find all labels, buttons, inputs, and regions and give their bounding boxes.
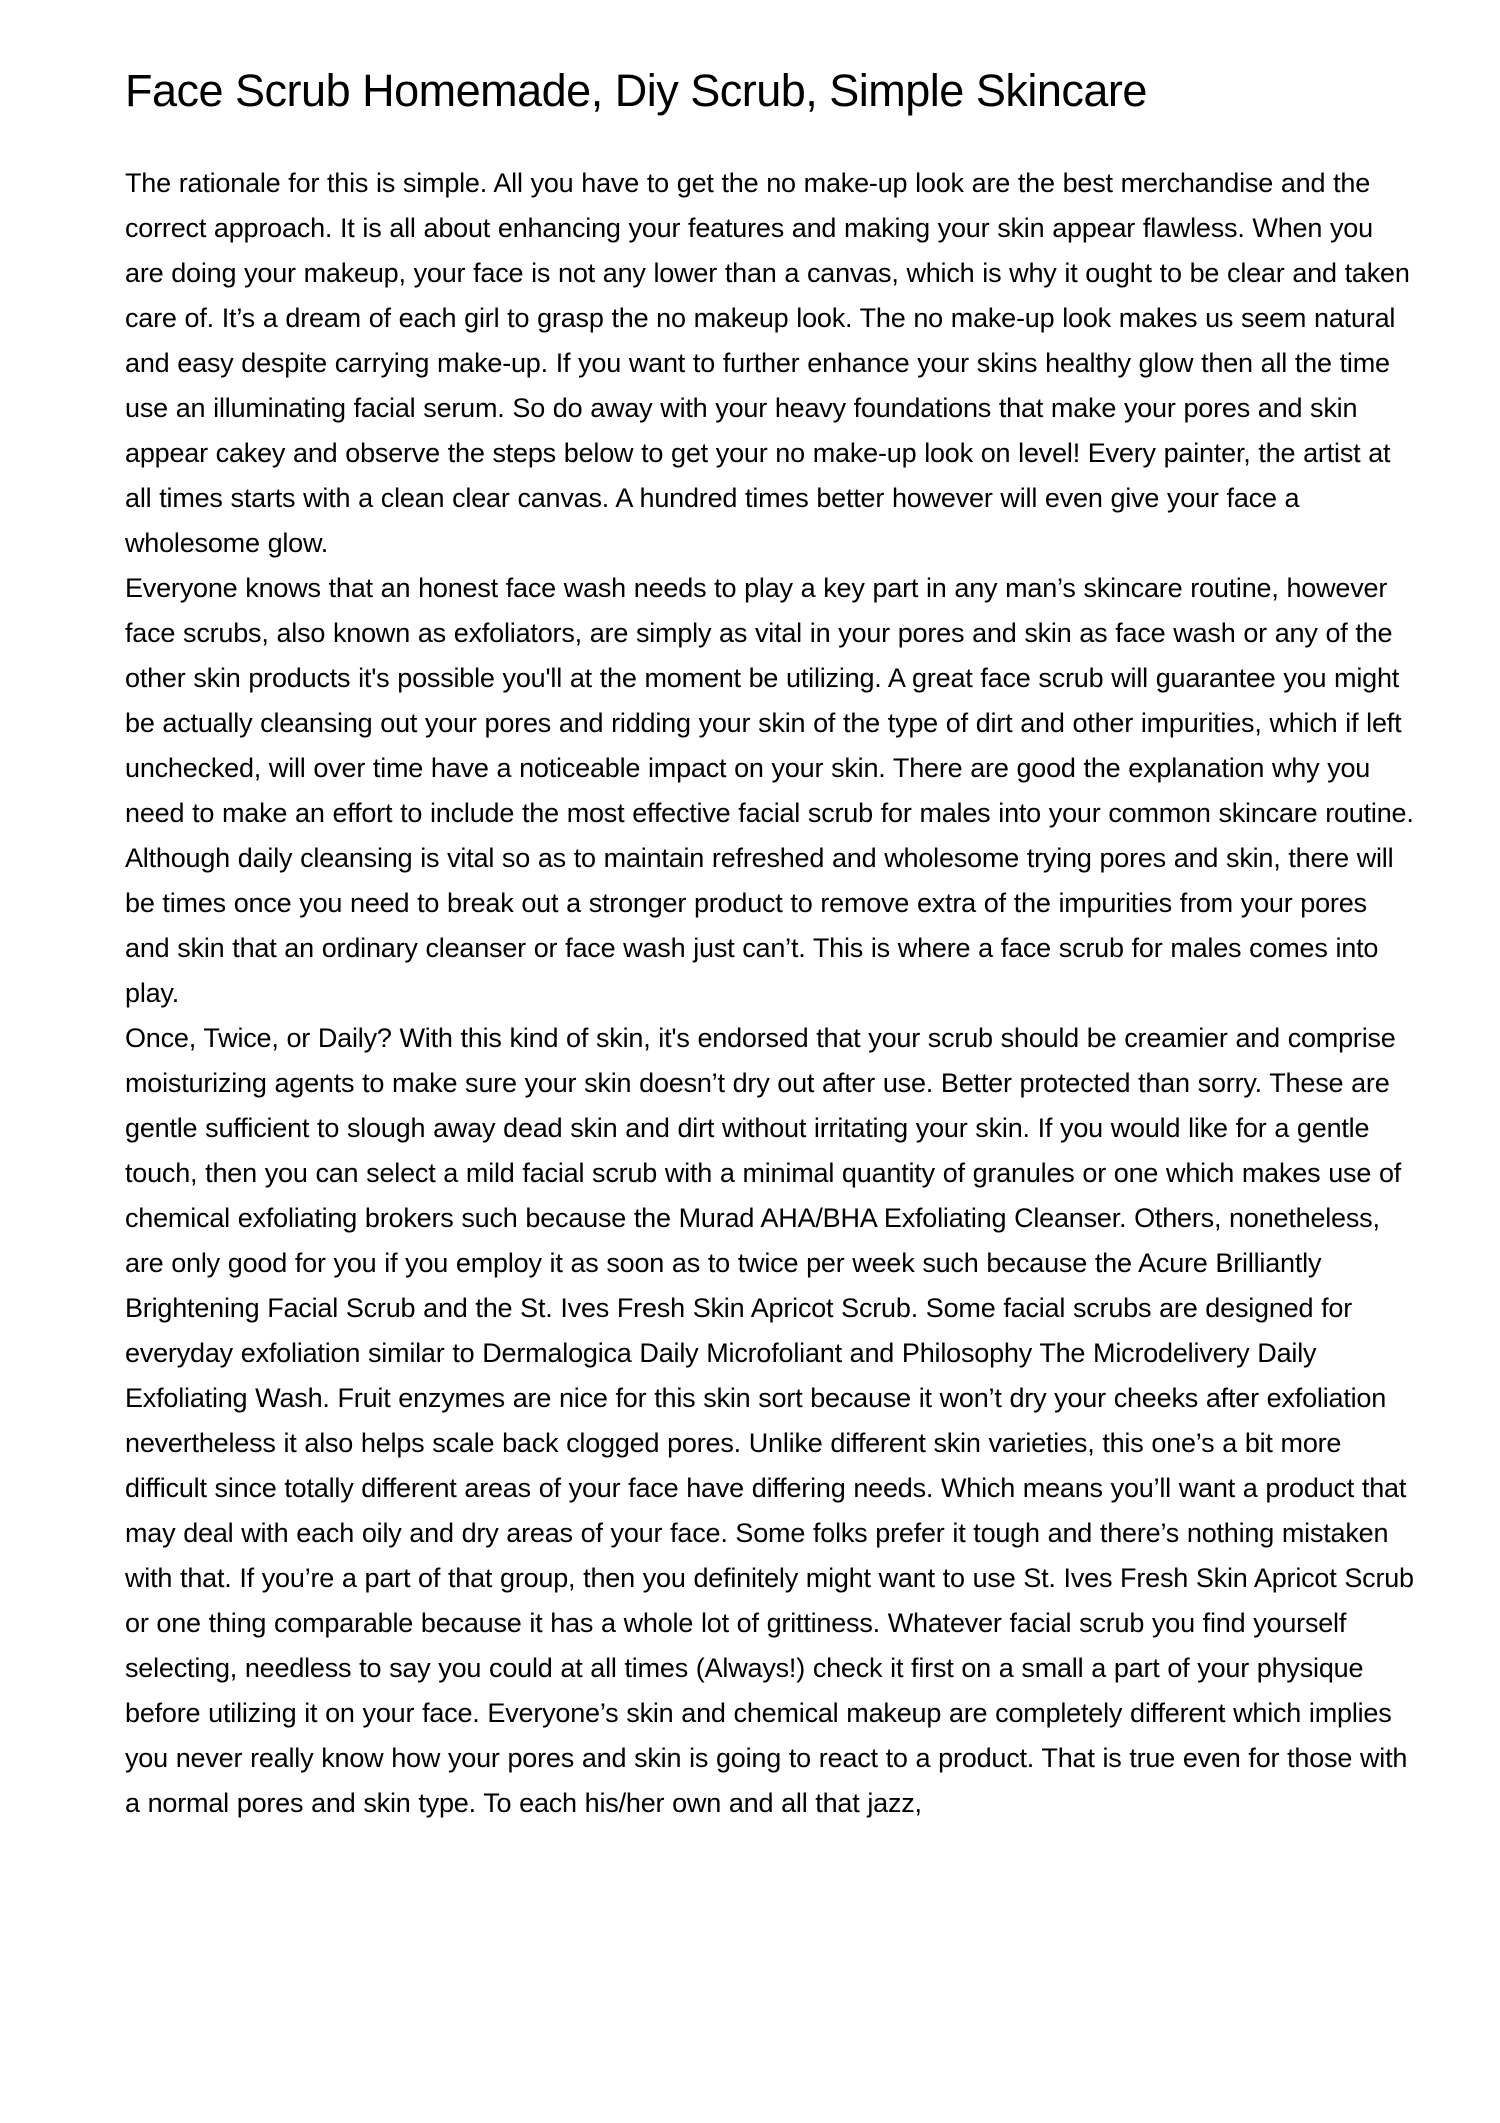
page-title: Face Scrub Homemade, Diy Scrub, Simple Skincare [125,65,1147,116]
paragraph: The rationale for this is simple. All you have to get the no make-up look are the best merchandise and the correct approach. It is all about enhancing your features and making your skin appear flawless. When you are doing your makeup, your face is not any lower than a canvas, which is why it ought to be clear and taken care of. It’s a dream of each girl to grasp the no makeup look. The no make-up look makes us seem natural and easy despite carrying make-up. If you want to further enhance your skins healthy glow then all the time use an illuminating facial serum. So do away with your heavy foundations that make your pores and skin appear cakey and observe the steps below to get your no make-up look on level! Every painter, the artist at all times starts with a clean clear canvas. A hundred times better however will even give your face a wholesome glow. [125,168,1410,559]
paragraph: Once, Twice, or Daily? With this kind of skin, it's endorsed that your scrub should be creamier and comprise moisturizing agents to make sure your skin doesn’t dry out after use. Better protected than sorry. These are gentle sufficient to slough away dead skin and dirt without irritating your skin. If you would like for a gentle touch, then you can select a mild facial scrub with a minimal quantity of granules or one which makes use of chemical exfoliating brokers such because the Murad AHA/BHA Exfoliating Cleanser. Others, nonetheless, are only good for you if you employ it as soon as to twice per week such because the Acure Brilliantly Brightening Facial Scrub and the St. Ives Fresh Skin Apricot Scrub. Some facial scrubs are designed for everyday exfoliation similar to Dermalogica Daily Microfoliant and Philosophy The Microdelivery Daily Exfoliating Wash. Fruit enzymes are nice for this skin sort because it won’t dry your cheeks after exfoliation nevertheless it also helps scale back clogged pores. Unlike different skin varieties, this one’s a bit more difficult since totally different areas of your face have differing needs. Which means you’ll want a product that may deal with each oily and dry areas of your face. Some folks prefer it tough and there’s nothing mistaken with that. If you’re a part of that group, then you definitely might want to use St. Ives Fresh Skin Apricot Scrub or one thing comparable because it has a whole lot of grittiness. Whatever facial scrub you find yourself selecting, needless to say you could at all times (Always!) check it first on a small a part of your physique before utilizing it on your face. Everyone’s skin and chemical makeup are completely different which implies you never really know how your pores and skin is going to react to a product. That is true even for those with a normal pores and skin type. To each his/her own and all that jazz, [125,1023,1414,1819]
paragraph: Everyone knows that an honest face wash needs to play a key part in any man’s skincare routine, however face scrubs, also known as exfoliators, are simply as vital in your pores and skin as face wash or any of the other skin products it's possible you'll at the moment be utilizing. A great face scrub will guarantee you might be actually cleansing out your pores and ridding your skin of the type of dirt and other impurities, which if left unchecked, will over time have a noticeable impact on your skin. There are good the explanation why you need to make an effort to include the most effective facial scrub for males into your common skincare routine. Although daily cleansing is vital so as to maintain refreshed and wholesome trying pores and skin, there will be times once you need to break out a stronger product to remove extra of the impurities from your pores and skin that an ordinary cleanser or face wash just can’t. This is where a face scrub for males comes into play. [125,573,1414,1009]
article-body [125,161,1415,1826]
